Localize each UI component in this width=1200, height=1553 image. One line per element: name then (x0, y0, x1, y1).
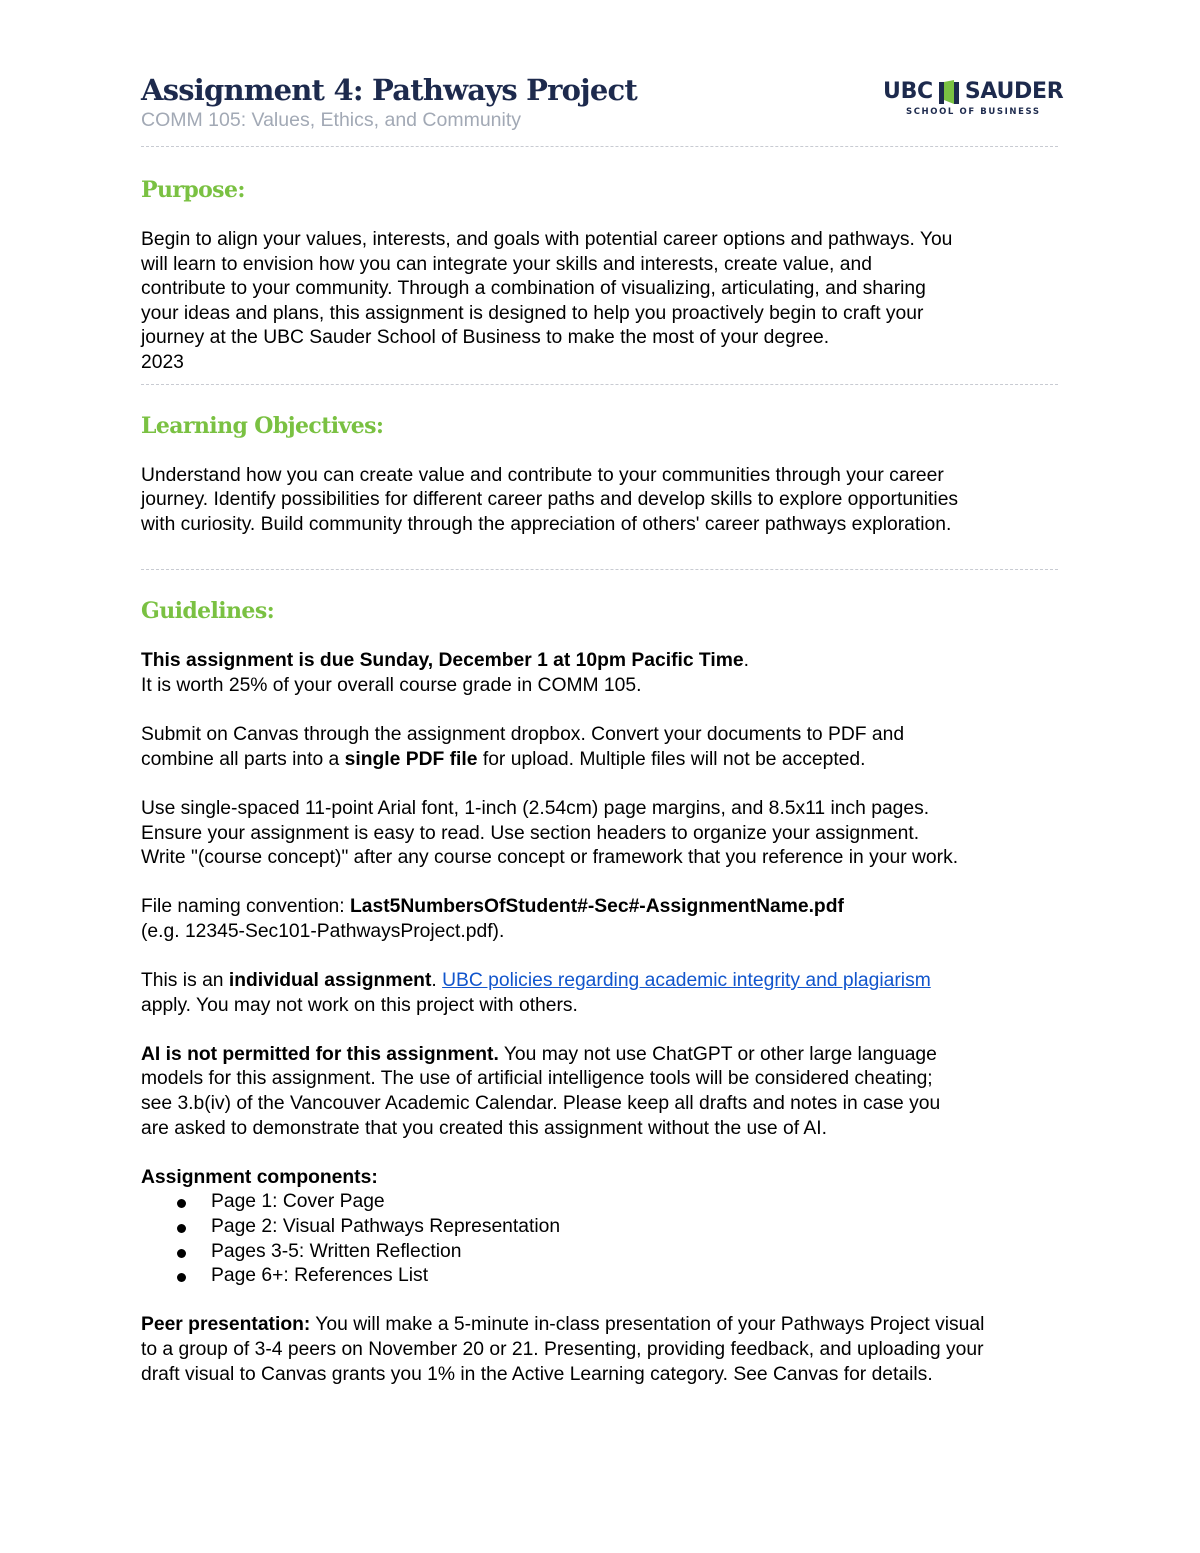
ai-text: You may not use ChatGPT or other large language (498, 1043, 937, 1065)
individual-bold: individual assignment (228, 970, 432, 992)
logo-ubc-text: UBC (883, 79, 933, 104)
section-divider (141, 569, 1058, 570)
single-pdf-text: single PDF file (344, 748, 478, 770)
component-text: Page 1: Cover Page (211, 1191, 385, 1213)
submit-text: combine all parts into a (141, 748, 345, 770)
worth-line: It is worth 25% of your overall course grade in COMM 105. (141, 674, 642, 696)
purpose-line: will learn to envision how you can integrate your skills and interests, create value, and (141, 253, 872, 275)
peer-text: You will make a 5-minute in-class presentation of your Pathways Project visual (310, 1314, 985, 1336)
document-title: Assignment 4: Pathways Project (141, 73, 637, 107)
component-text: Pages 3-5: Written Reflection (211, 1240, 462, 1262)
purpose-line: your ideas and plans, this assignment is designed to help you proactively begin to craft your (141, 302, 924, 324)
guidelines-section (141, 596, 1086, 1387)
document-page (141, 70, 1086, 1387)
purpose-section (141, 175, 1086, 376)
guidelines-heading: Guidelines: (141, 598, 275, 625)
purpose-year: 2023 (141, 351, 184, 373)
section-divider (141, 384, 1058, 385)
due-date-line (141, 649, 1086, 674)
list-item (141, 1264, 1086, 1289)
ai-line: models for this assignment. The use of artificial intelligence tools will be considered cheating; (141, 1068, 933, 1090)
peer-line: to a group of 3-4 peers on November 20 or 21. Presenting, providing feedback, and uploading your (141, 1338, 984, 1360)
list-item (141, 1240, 1086, 1265)
format-line: Ensure your assignment is easy to read. Use section headers to organize your assignment. (141, 822, 920, 844)
individual-line: apply. You may not work on this project with others. (141, 994, 578, 1016)
naming-line (141, 895, 1086, 920)
purpose-line: Begin to align your values, interests, and goals with potential career options and pathways. You (141, 229, 953, 250)
list-item (141, 1190, 1086, 1215)
components-list (141, 1190, 1086, 1288)
list-item (141, 1215, 1086, 1240)
bullet-icon (177, 1273, 186, 1282)
submit-line (141, 748, 1086, 773)
objectives-line: with curiosity. Build community through the appreciation of others' career pathways exploration. (141, 513, 952, 535)
format-line: Use single-spaced 11-point Arial font, 1-inch (2.54cm) page margins, and 8.5x11 inch pages. (141, 797, 930, 819)
ai-line: see 3.b(iv) of the Vancouver Academic Calendar. Please keep all drafts and notes in case you (141, 1093, 941, 1115)
due-date-text: This assignment is due Sunday, December 1 at 10pm Pacific Time (141, 650, 744, 672)
naming-example: (e.g. 12345-Sec101-PathwaysProject.pdf). (141, 920, 505, 942)
logo-school-text: SCHOOL OF BUSINESS (906, 107, 1041, 117)
component-text: Page 2: Visual Pathways Representation (211, 1216, 561, 1237)
individual-text: . (431, 970, 443, 992)
logo-sauder-text: SAUDER (964, 79, 1064, 104)
peer-line: draft visual to Canvas grants you 1% in the Active Learning category. See Canvas for details. (141, 1363, 933, 1385)
objectives-line: Understand how you can create value and contribute to your communities through your career (141, 464, 944, 486)
bullet-icon (177, 1249, 186, 1258)
ai-line (141, 1043, 1086, 1068)
format-line: Write "(course concept)" after any course concept or framework that you reference in your work. (141, 847, 959, 869)
purpose-line: journey at the UBC Sauder School of Business to make the most of your degree. (141, 327, 830, 349)
naming-label: File naming convention: (141, 896, 350, 918)
submit-text: for upload. Multiple files will not be accepted. (477, 748, 866, 770)
bullet-icon (177, 1199, 186, 1208)
ai-line: are asked to demonstrate that you created this assignment without the use of AI. (141, 1117, 827, 1139)
peer-line (141, 1313, 1086, 1338)
purpose-heading: Purpose: (141, 177, 245, 203)
section-divider (141, 146, 1058, 147)
due-date-period: . (743, 650, 749, 672)
naming-convention: Last5NumbersOfStudent#-Sec#-AssignmentName.pdf (350, 896, 844, 918)
document-subtitle: COMM 105: Values, Ethics, and Community (141, 109, 522, 131)
academic-integrity-link[interactable]: UBC policies regarding academic integrity and plagiarism (442, 970, 931, 992)
objectives-section (141, 411, 1086, 538)
purpose-line: contribute to your community. Through a combination of visualizing, articulating, and sharing (141, 278, 926, 300)
ai-bold: AI is not permitted for this assignment. (141, 1043, 499, 1065)
peer-bold: Peer presentation: (141, 1314, 311, 1336)
component-text: Page 6+: References List (211, 1265, 429, 1287)
objectives-heading: Learning Objectives: (141, 412, 384, 439)
components-heading: Assignment components: (141, 1166, 378, 1188)
objectives-line: journey. Identify possibilities for different career paths and develop skills to explore opportunities (141, 489, 959, 511)
bullet-icon (177, 1224, 186, 1233)
submit-line: Submit on Canvas through the assignment dropbox. Convert your documents to PDF and (141, 724, 905, 746)
individual-line (141, 969, 1086, 994)
individual-text: This is an (141, 970, 229, 992)
